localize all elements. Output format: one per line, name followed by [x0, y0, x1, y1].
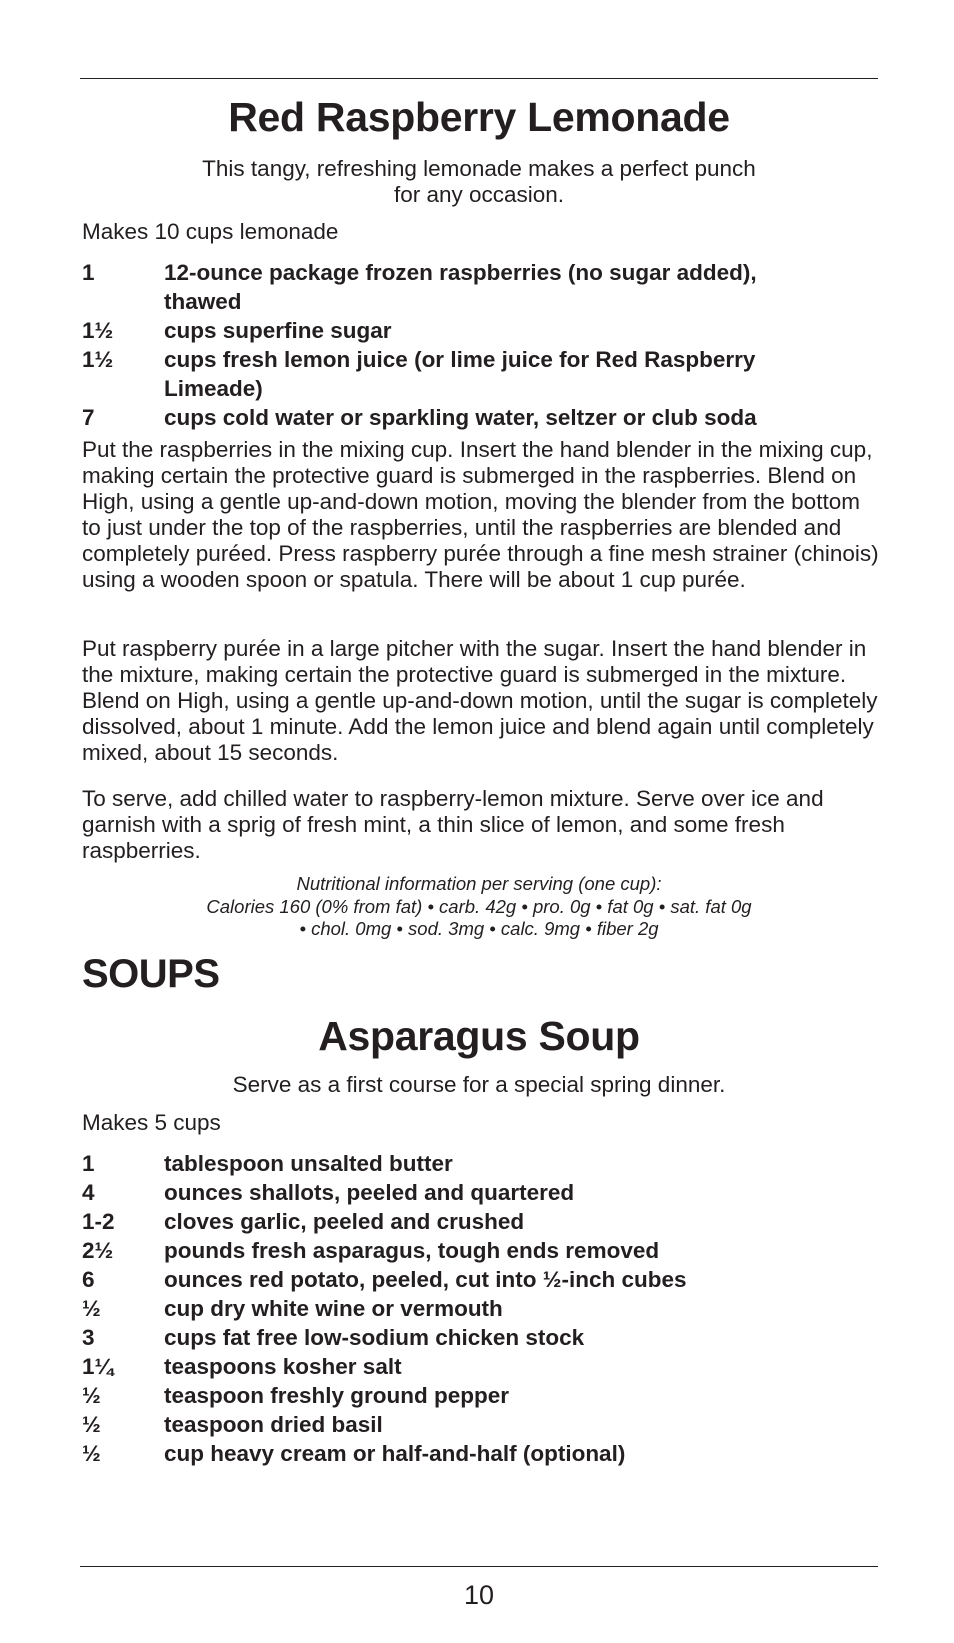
- top-rule: [80, 78, 878, 79]
- method-paragraph: To serve, add chilled water to raspberry-lemon mixture. Serve over ice and garnish with a sprig of fresh mint, a thin slice of lemon, and some fresh raspberries.: [82, 786, 824, 863]
- ingredient-name: cloves garlic, peeled and crushed: [164, 1209, 525, 1234]
- nutrition-values: • chol. 0mg • sod. 3mg • calc. 9mg • fiber 2g: [299, 918, 659, 939]
- recipe-yield: Makes 10 cups lemonade: [82, 219, 339, 244]
- ingredient-name: ounces red potato, peeled, cut into ½-inch cubes: [164, 1267, 687, 1292]
- intro-line-2: for any occasion.: [393, 182, 565, 207]
- ingredient-item: [82, 1178, 882, 1207]
- ingredient-quantity: 4: [82, 1180, 95, 1205]
- ingredient-item: [82, 1439, 882, 1468]
- ingredient-quantity: 2½: [82, 1238, 114, 1263]
- ingredient-quantity: 7: [82, 405, 95, 430]
- ingredient-name: teaspoon freshly ground pepper: [164, 1383, 510, 1408]
- ingredient-name: 12-ounce package frozen raspberries (no sugar added), thawed: [164, 260, 757, 314]
- ingredient-item: [82, 1265, 882, 1294]
- ingredient-quantity: 1: [82, 1151, 95, 1176]
- ingredient-quantity: ½: [82, 1412, 101, 1437]
- ingredient-item: [82, 258, 782, 316]
- recipe-title: Asparagus Soup: [318, 1013, 640, 1059]
- ingredient-item: [82, 316, 782, 345]
- ingredient-item: [82, 345, 782, 403]
- ingredient-item: [82, 1149, 882, 1178]
- ingredient-item: [82, 1352, 882, 1381]
- ingredient-name: ounces shallots, peeled and quartered: [164, 1180, 575, 1205]
- ingredient-list: [82, 1149, 882, 1468]
- nutrition-heading: Nutritional information per serving (one cup):: [296, 873, 662, 894]
- ingredient-list: [82, 258, 782, 432]
- ingredient-item: [82, 1294, 882, 1323]
- ingredient-name: cup dry white wine or vermouth: [164, 1296, 503, 1321]
- ingredient-quantity: 1: [82, 260, 95, 285]
- nutrition-values: Calories 160 (0% from fat) • carb. 42g • pro. 0g • fat 0g • sat. fat 0g: [206, 895, 752, 917]
- ingredient-name: teaspoon dried basil: [164, 1412, 383, 1437]
- ingredient-name: pounds fresh asparagus, tough ends removed: [164, 1238, 660, 1263]
- ingredient-quantity: 1-2: [82, 1209, 115, 1234]
- recipe-title: Red Raspberry Lemonade: [228, 94, 730, 140]
- intro-line-1: This tangy, refreshing lemonade makes a perfect punch: [202, 156, 756, 181]
- ingredient-name: cups fresh lemon juice (or lime juice for Red Raspberry Limeade): [164, 347, 756, 401]
- method-paragraph: Put the raspberries in the mixing cup. Insert the hand blender in the mixing cup, making certain the protective guard is submerged in the raspberries. Blend on High, using a gentle up-and-down motion, moving the blender from the bottom to just under the top of the raspberries, until the raspberries are blended and completely puréed. Press raspberry purée through a fine mesh strainer (chinois) using a wooden spoon or spatula. There will be about 1 cup purée.: [82, 437, 879, 592]
- ingredient-quantity: ½: [82, 1441, 101, 1466]
- nutrition-info: [80, 873, 878, 941]
- ingredient-name: cups cold water or sparkling water, seltzer or club soda: [164, 405, 757, 430]
- ingredient-quantity: 6: [82, 1267, 95, 1292]
- ingredient-quantity: ½: [82, 1296, 101, 1321]
- recipe-intro: [80, 156, 878, 208]
- ingredient-item: [82, 403, 782, 432]
- recipe-yield: Makes 5 cups: [82, 1110, 221, 1135]
- section-heading: SOUPS: [82, 952, 220, 996]
- ingredient-quantity: 1½: [82, 318, 114, 343]
- method-paragraph: Put raspberry purée in a large pitcher with the sugar. Insert the hand blender in the mixture, making certain the protective guard is submerged in the mixture. Blend on High, using a gentle up-and-down motion, until the sugar is completely dissolved, about 1 minute. Add the lemon juice and blend again until completely mixed, about 15 seconds.: [82, 636, 878, 765]
- ingredient-quantity: 3: [82, 1325, 95, 1350]
- page-number: 10: [463, 1580, 495, 1610]
- ingredient-name: teaspoons kosher salt: [164, 1354, 402, 1379]
- ingredient-quantity: 1½: [82, 347, 114, 372]
- ingredient-item: [82, 1207, 882, 1236]
- ingredient-name: cups fat free low-sodium chicken stock: [164, 1325, 585, 1350]
- ingredient-name: cups superfine sugar: [164, 318, 392, 343]
- ingredient-item: [82, 1410, 882, 1439]
- ingredient-item: [82, 1381, 882, 1410]
- ingredient-item: [82, 1236, 882, 1265]
- ingredient-item: [82, 1323, 882, 1352]
- bottom-rule: [80, 1566, 878, 1567]
- ingredient-quantity: 1¼: [82, 1354, 114, 1379]
- ingredient-name: tablespoon unsalted butter: [164, 1151, 453, 1176]
- ingredient-name: cup heavy cream or half-and-half (optional): [164, 1441, 626, 1466]
- recipe-intro: Serve as a first course for a special spring dinner.: [232, 1072, 726, 1097]
- ingredient-quantity: ½: [82, 1383, 101, 1408]
